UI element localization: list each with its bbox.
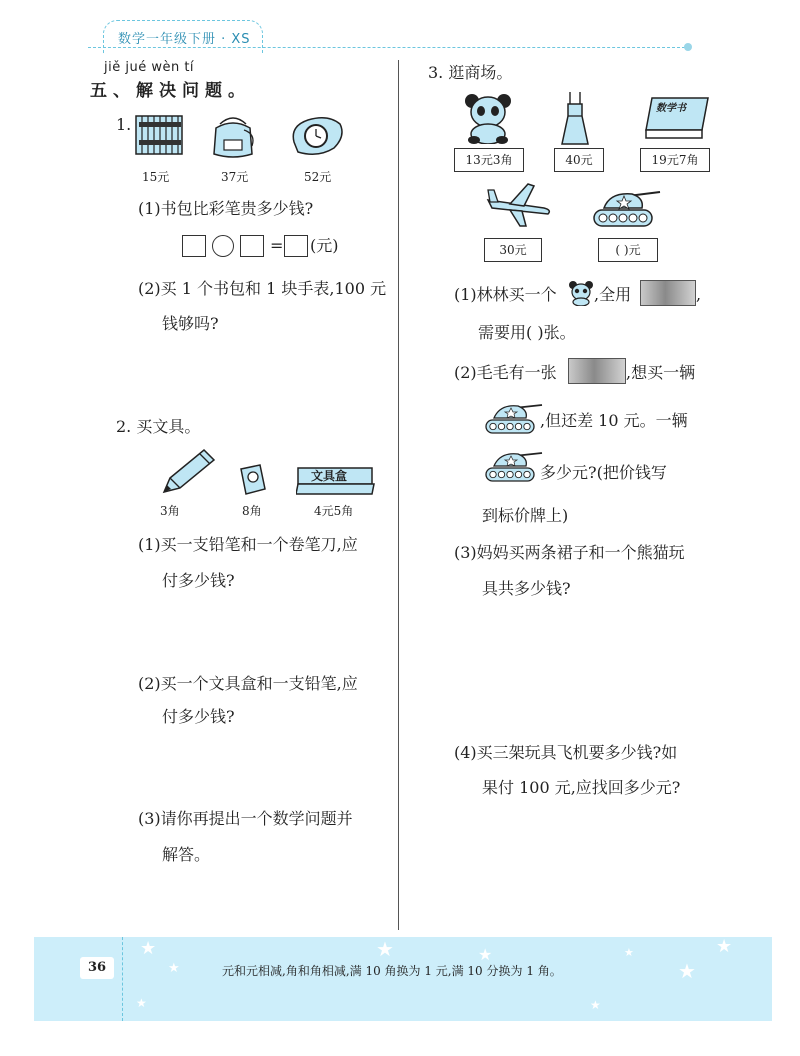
star-icon: ★	[136, 996, 147, 1010]
price-tag-book: 19元7角	[640, 148, 710, 172]
q3-sub2-part3: ,但还差 10 元。一辆	[540, 411, 688, 430]
backpack-icon	[208, 110, 258, 160]
q3-sub4-line1: (4)买三架玩具飞机要多少钱?如	[454, 743, 678, 762]
star-icon: ★	[478, 945, 493, 964]
footer-divider	[122, 937, 123, 1021]
answer-box-3[interactable]	[284, 235, 308, 257]
header-dot	[684, 43, 692, 51]
tank-small-icon	[482, 400, 544, 438]
star-icon: ★	[590, 998, 601, 1012]
q3-sub3-line2: 具共多少钱?	[482, 579, 571, 598]
q2-sub2-line1: (2)买一个文具盒和一支铅笔,应	[138, 674, 358, 693]
q3-sub1-part2: ,全用	[594, 285, 632, 304]
book-cover-label: 数学书	[656, 103, 686, 114]
q3-sub1-line2: 需要用( )张。	[478, 323, 576, 342]
tank-small-icon-2	[482, 448, 544, 486]
star-icon: ★	[716, 936, 733, 957]
q2-sub3-line1: (3)请你再提出一个数学问题并	[138, 809, 353, 828]
q3-sub1-part1: (1)林林买一个	[454, 285, 557, 304]
price-sharpener: 8角	[242, 504, 262, 518]
price-color-pens: 15元	[142, 170, 170, 184]
toy-plane-icon	[484, 180, 554, 230]
q1-sub2-line2: 钱够吗?	[162, 314, 219, 333]
q2-sub1-line2: 付多少钱?	[162, 571, 235, 590]
q3-sub2-part1: (2)毛毛有一张	[454, 363, 557, 382]
dress-icon	[560, 90, 590, 146]
banknote-small-icon	[568, 358, 626, 384]
q1-number: 1.	[116, 115, 132, 134]
book-title: 数学一年级下册 · XS	[118, 32, 251, 47]
q2-sub1-line1: (1)买一支铅笔和一个卷笔刀,应	[138, 535, 358, 554]
q3-sub3-line1: (3)妈妈买两条裙子和一个熊猫玩	[454, 543, 685, 562]
section-title: 五、解决问题。	[90, 81, 251, 101]
header-divider	[88, 47, 690, 48]
price-backpack: 37元	[221, 170, 249, 184]
price-tag-dress: 40元	[554, 148, 604, 172]
q3-sub1-part3: ,	[696, 285, 702, 304]
q3-sub2-line4: 到标价牌上)	[482, 506, 569, 525]
banknote-icon	[640, 280, 696, 306]
star-icon: ★	[140, 938, 157, 959]
q3-sub2-part4: 多少元?(把价钱写	[540, 463, 667, 482]
panda-toy-icon	[462, 92, 514, 144]
star-icon: ★	[624, 946, 634, 959]
watch-icon	[288, 112, 346, 158]
equals-sign: =	[270, 236, 284, 255]
star-icon: ★	[168, 961, 180, 976]
price-tag-plane: 30元	[484, 238, 542, 262]
q3-sub2-part2: ,想买一辆	[626, 363, 696, 382]
footer-tip: 元和元相减,角和角相减,满 10 角换为 1 元,满 10 分换为 1 角。	[222, 964, 562, 978]
page-number: 36	[80, 957, 114, 979]
pencil-case-label: 文具盒	[311, 469, 348, 483]
column-divider	[398, 60, 399, 930]
equation-unit: (元)	[310, 236, 339, 255]
pencil-sharpener-icon	[238, 463, 268, 497]
answer-box-2[interactable]	[240, 235, 264, 257]
q1-sub1: (1)书包比彩笔贵多少钱?	[138, 199, 314, 218]
q3-sub4-line2: 果付 100 元,应找回多少元?	[482, 778, 681, 797]
star-icon: ★	[678, 959, 696, 983]
price-pencil: 3角	[160, 504, 180, 518]
answer-box-1[interactable]	[182, 235, 206, 257]
panda-small-icon	[568, 280, 594, 306]
q2-sub3-line2: 解答。	[162, 845, 211, 864]
toy-tank-icon	[588, 186, 664, 232]
q1-sub2-line1: (2)买 1 个书包和 1 块手表,100 元	[138, 279, 387, 298]
price-pencil-case: 4元5角	[314, 504, 354, 518]
q2-title: 2. 买文具。	[116, 417, 201, 436]
price-tag-panda: 13元3角	[454, 148, 524, 172]
pencil-icon	[160, 448, 216, 496]
color-pens-icon	[134, 112, 184, 158]
price-tag-tank[interactable]: ( )元	[598, 238, 658, 262]
section-pinyin: jiě jué wèn tí	[104, 60, 195, 75]
operator-circle[interactable]	[212, 235, 234, 257]
star-icon: ★	[376, 937, 394, 961]
q2-sub2-line2: 付多少钱?	[162, 707, 235, 726]
q3-title: 3. 逛商场。	[428, 63, 513, 82]
price-watch: 52元	[304, 170, 332, 184]
